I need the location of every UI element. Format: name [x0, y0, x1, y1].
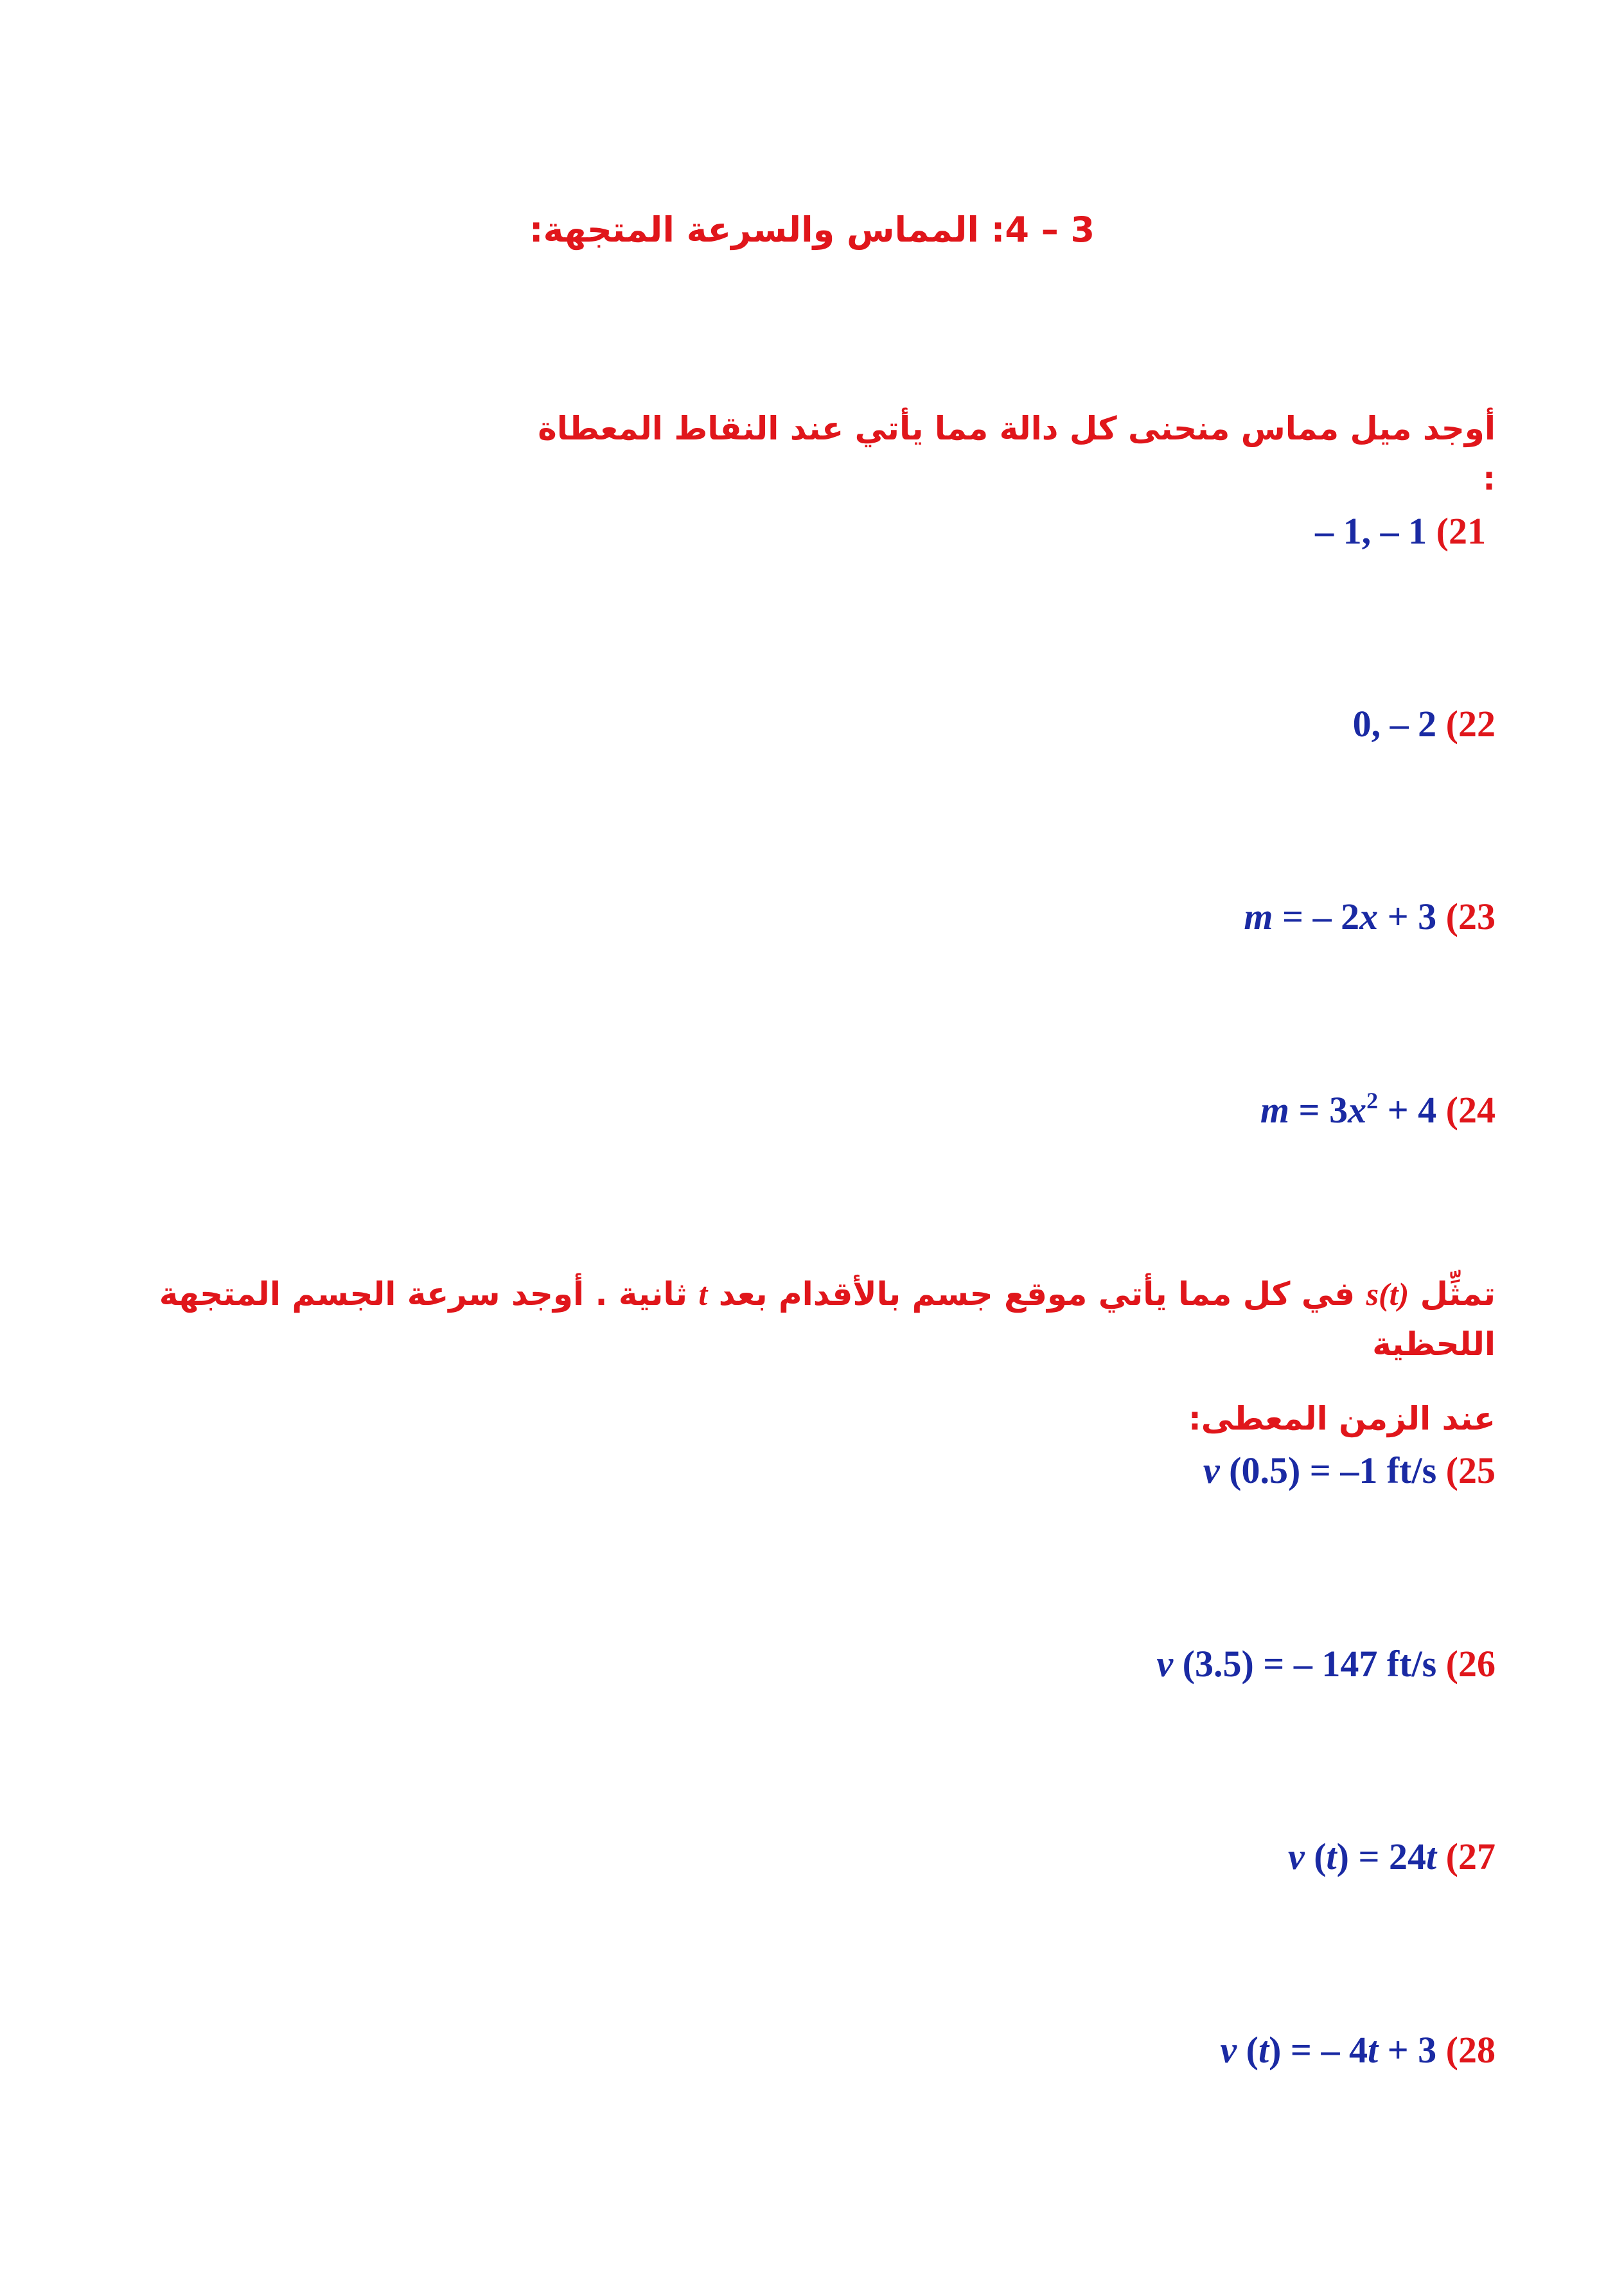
answer-25 [1203, 1445, 1496, 1496]
answer-25-expression: v (0.5) = –1 ft/s [1203, 1449, 1437, 1491]
answer-27 [1288, 1831, 1496, 1883]
answer-21-number: (21 [1436, 510, 1486, 552]
instruction-tangent-slope: أوجد ميل مماس منحنى كل دالة مما يأتي عند النقاط المعطاة : [538, 410, 1496, 497]
answer-21-expression: – 1, – 1 [1315, 510, 1427, 552]
answer-23-expression: m = – 2x + 3 [1244, 896, 1437, 937]
answer-22-number: (22 [1445, 703, 1496, 745]
answer-27-number: (27 [1445, 1836, 1496, 1877]
instruction-line-2: عند الزمن المعطى: [1188, 1400, 1496, 1437]
answer-26 [1156, 1638, 1496, 1690]
answer-28-number: (28 [1445, 2029, 1496, 2071]
answer-24 [1260, 1085, 1496, 1136]
answer-22-expression: 0, – 2 [1352, 703, 1437, 745]
answer-26-expression: v (3.5) = – 147 ft/s [1156, 1643, 1437, 1685]
answer-28 [1220, 2025, 1496, 2076]
instruction-line-1: تمثِّل s(t) في كل مما يأتي موقع جسم بالأقدام بعد t ثانية . أوجد سرعة الجسم المتجهة اللحظية [159, 1275, 1496, 1363]
answer-27-expression: v (t) = 24t [1287, 1836, 1437, 1877]
answer-25-number: (25 [1445, 1449, 1496, 1491]
answer-21 [1315, 506, 1486, 557]
answer-28-expression: v (t) = – 4t + 3 [1220, 2029, 1437, 2071]
answer-22 [1353, 698, 1496, 750]
instruction-instantaneous-velocity [50, 1269, 1496, 1444]
answer-23 [1244, 891, 1496, 943]
answer-24-number: (24 [1445, 1089, 1496, 1131]
answer-26-number: (26 [1445, 1643, 1496, 1685]
section-title: 3 – 4: المماس والسرعة المتجهة: [529, 209, 1095, 250]
answer-24-expression: $m = 3x^2 + 4$ [1260, 1088, 1437, 1131]
answer-23-number: (23 [1445, 896, 1496, 937]
